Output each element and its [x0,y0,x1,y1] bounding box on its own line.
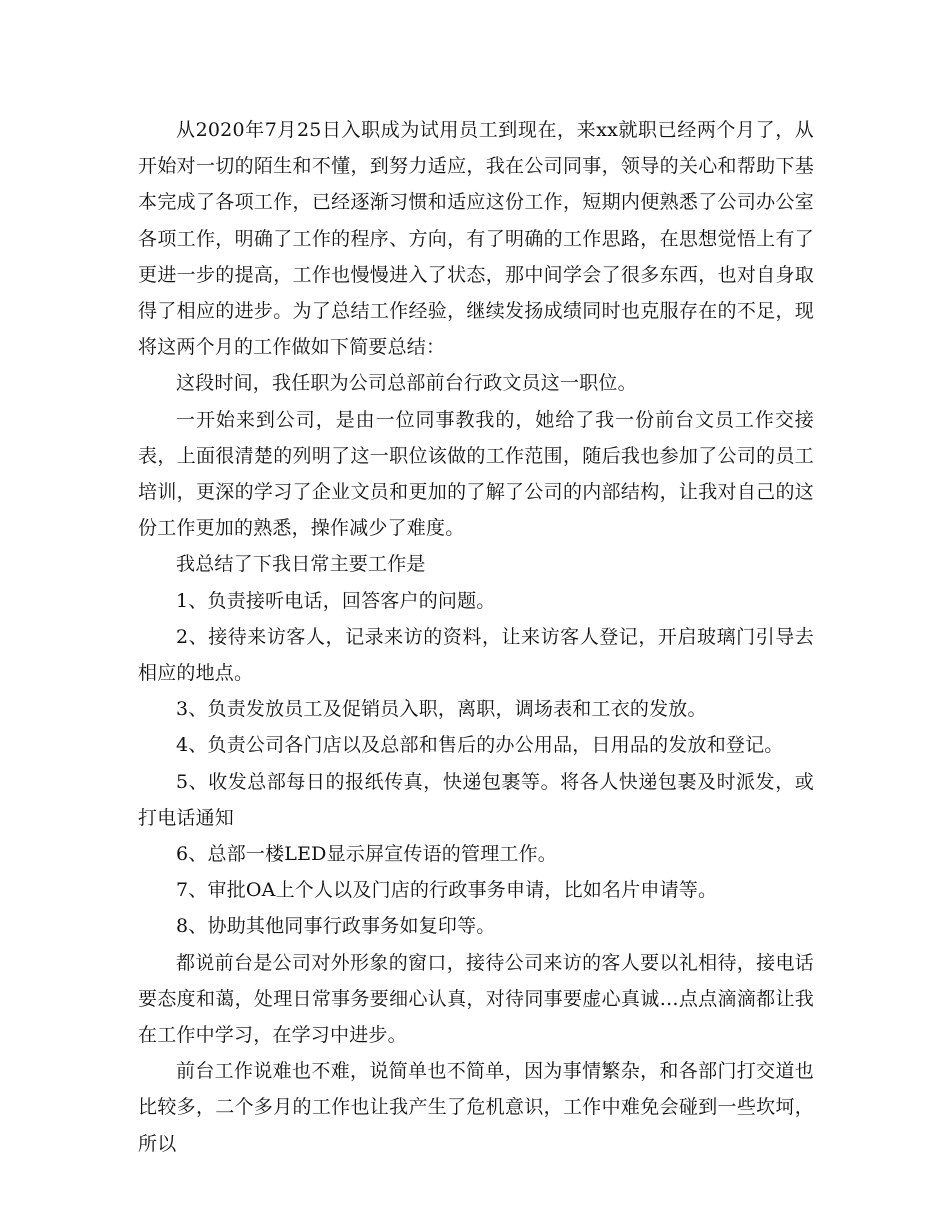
intro-paragraph: 从2020年7月25日入职成为试用员工到现在，来xx就职已经两个月了，从开始对一切的陌生和不懂，到努力适应，我在公司同事，领导的关心和帮助下基本完成了各项工作，已经逐渐习惯和适应这份工作，短期内便熟悉了公司办公室各项工作，明确了工作的程序、方向，有了明确的工作思路，在思想觉悟上有了更进一步的提高，工作也慢慢进入了状态，那中间学会了很多东西，也对自身取得了相应的进步。为了总结工作经验，继续发扬成绩同时也克服存在的不足，现将这两个月的工作做如下简要总结： [138,119,814,359]
duty-item-5: 5、收发总部每日的报纸传真，快递包裹等。将各人快递包裹及时派发，或打电话通知 [138,770,814,829]
duty-item-3: 3、负责发放员工及促销员入职，离职，调场表和工衣的发放。 [176,698,707,721]
duty-item-1: 1、负责接听电话，回答客户的问题。 [176,589,496,612]
duty-item-6: 6、总部一楼LED显示屏宣传语的管理工作。 [176,843,558,866]
challenge-paragraph: 前台工作说难也不难，说简单也不简单，因为事情繁杂，和各部门打交道也比较多，二个多月的工作也让我产生了危机意识，工作中难免会碰到一些坎坷，所以 [138,1060,814,1155]
duty-item-2: 2、接待来访客人，记录来访的资料，让来访客人登记，开启玻璃门引导去相应的地点。 [138,625,814,685]
position-paragraph: 这段时间，我任职为公司总部前台行政文员这一职位。 [176,372,637,395]
duties-heading: 我总结了下我日常主要工作是 [176,553,426,576]
duty-item-8: 8、协助其他同事行政事务如复印等。 [176,915,496,938]
reflection-paragraph: 都说前台是公司对外形象的窗口，接待公司来访的客人要以礼相待，接电话要态度和蔼，处理日常事务要细心认真，对待同事要虚心真诚…点点滴滴都让我在工作中学习，在学习中进步。 [138,951,814,1047]
document-body [138,112,814,1162]
training-paragraph: 一开始来到公司，是由一位同事教我的，她给了我一份前台文员工作交接表，上面很清楚的列明了这一职位该做的工作范围，随后我也参加了公司的员工培训，更深的学习了企业文员和更加的了解了公司的内部结构，让我对自己的这份工作更加的熟悉，操作减少了难度。 [138,408,814,540]
duty-item-7: 7、审批OA上个人以及门店的行政事务申请，比如名片申请等。 [176,879,718,902]
duty-item-4: 4、负责公司各门店以及总部和售后的办公用品，日用品的发放和登记。 [176,734,784,757]
